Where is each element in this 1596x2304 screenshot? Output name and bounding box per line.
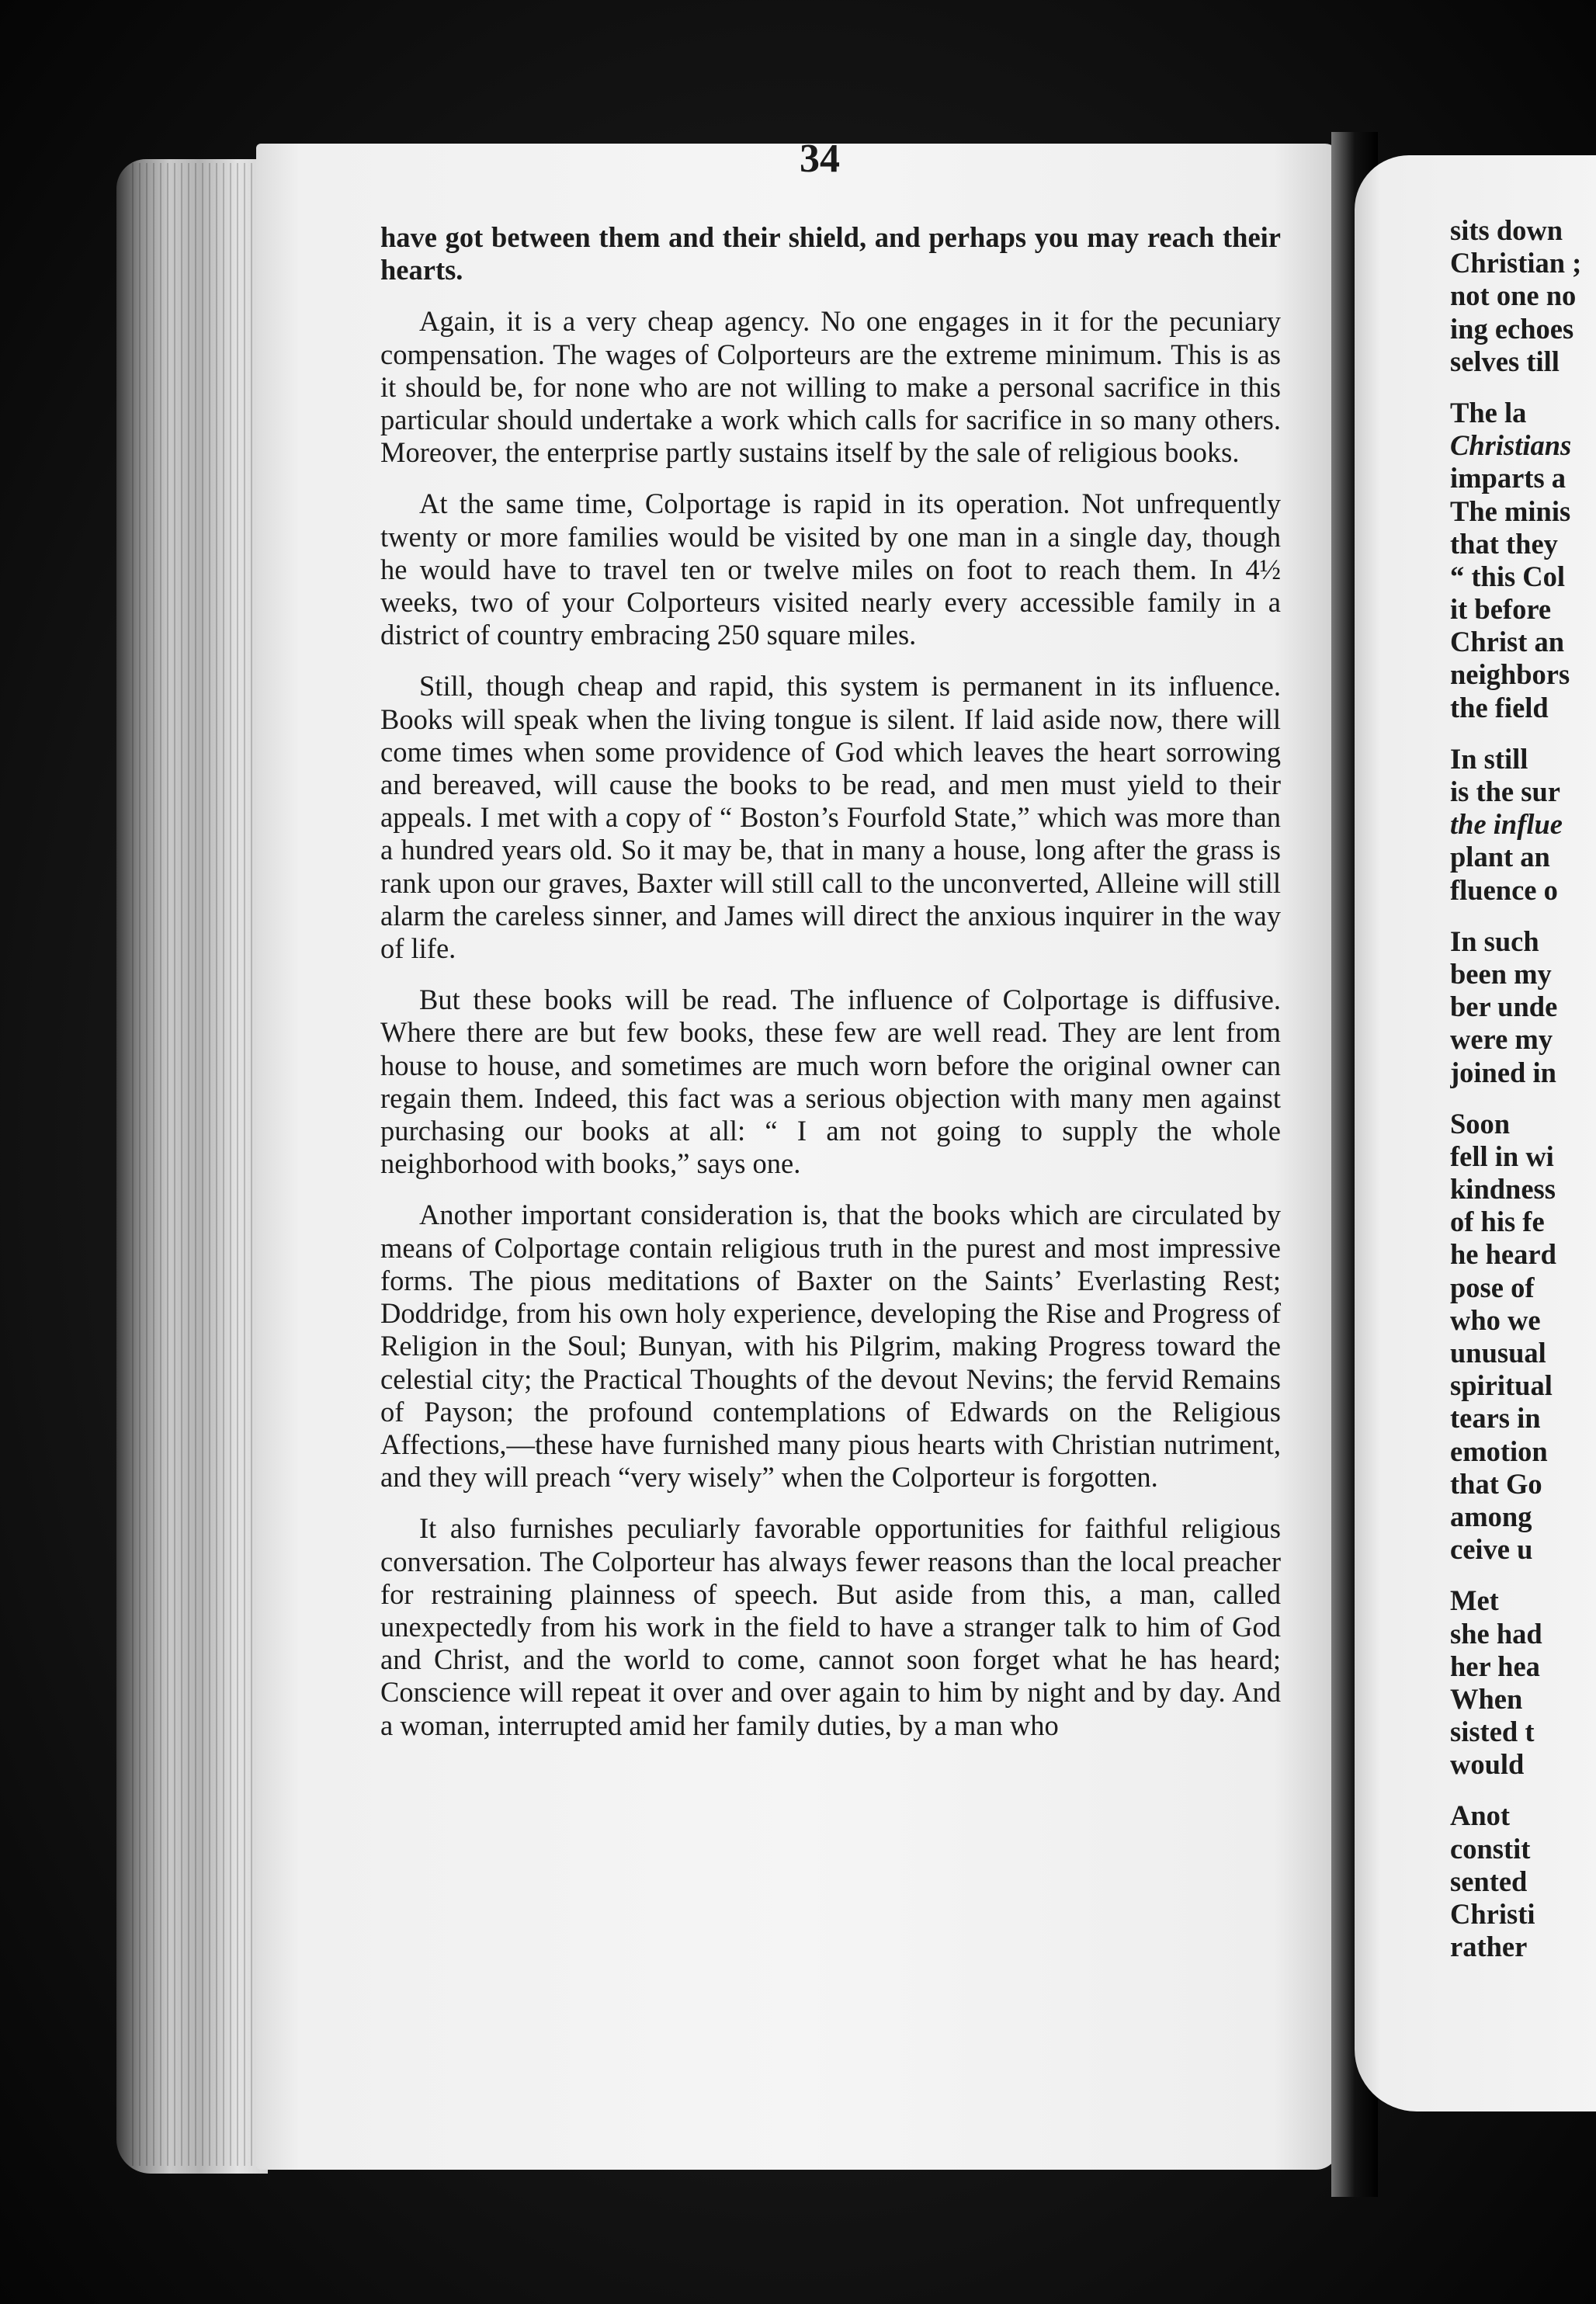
right-line: Soon [1450, 1107, 1511, 1140]
right-block-3 [1450, 743, 1596, 907]
right-line: imparts a [1450, 462, 1567, 494]
right-line: among [1450, 1500, 1532, 1532]
right-line: been my [1450, 957, 1552, 990]
paragraph-2: Again, it is a very cheap agency. No one engages in it for the pecuniary compensation. The wages of Colporteurs are the extreme minimum. This is as it should be, for none who are not willing to make a personal sacrifice in this particular should undertake a work which calls for sacrifice in so many others. Moreover, the enterprise partly sustains itself by the sale of religious books. [380, 305, 1281, 469]
right-line: sisted t [1450, 1716, 1535, 1748]
right-line: The la [1450, 396, 1527, 429]
right-line: selves till [1450, 345, 1560, 377]
paragraph-4: Still, though cheap and rapid, this system is permanent in its influence. Books will speak when the living tongue is silent. If laid aside now, there will come times when some providence of God which leaves the heart sorrowing and bereaved, will cause the books to be read, and men must yield to their appeals. I met with a copy of “ Boston’s Fourfold State,” which was more than a hundred years old. So it may be, that in many a house, long after the grass is rank upon our graves, Baxter will still call to the unconverted, Alleine will still alarm the careless sinner, and James will direct the anxious inquirer in the way of life. [380, 670, 1281, 965]
right-line: ceive u [1450, 1533, 1533, 1566]
right-line: it before [1450, 593, 1552, 626]
right-line: fluence o [1450, 873, 1558, 906]
right-line [1450, 808, 1596, 841]
right-line: emotion [1450, 1435, 1548, 1467]
right-line: she had [1450, 1617, 1542, 1650]
right-line: The minis [1450, 494, 1571, 527]
right-line: the field [1450, 691, 1549, 723]
right-line: constit [1450, 1832, 1531, 1865]
paragraph-1: have got between them and their shield, and perhaps you may reach their hearts. [380, 221, 1281, 286]
right-line: not one no [1450, 279, 1577, 312]
right-line: were my [1450, 1023, 1553, 1056]
right-line: fell in wi [1450, 1140, 1554, 1172]
right-block-1 [1450, 214, 1596, 378]
right-line: her hea [1450, 1650, 1540, 1682]
right-line-italic: Christians [1450, 429, 1572, 462]
left-page-text [380, 221, 1281, 1761]
right-line: pose of [1450, 1271, 1535, 1303]
right-line: is the sur [1450, 776, 1560, 807]
right-line: plant an [1450, 841, 1550, 873]
right-line: sits down [1450, 214, 1563, 246]
right-block-6 [1450, 1584, 1596, 1781]
right-line: of his fe [1450, 1206, 1545, 1238]
right-line: Christian ; [1450, 247, 1582, 279]
right-line: ber unde [1450, 991, 1558, 1023]
paragraph-5: But these books will be read. The influence of Colportage is diffusive. Where there are but few books, these few are well read. They are lent from house to house, and sometimes are much worn before the original owner can regain them. Indeed, this fact was a serious objection with many men against purchasing our books at all: “ I am not going to supply the whole neighborhood with books,” says one. [380, 984, 1281, 1180]
right-line: In still [1450, 742, 1528, 775]
right-page-text [1450, 214, 1596, 1982]
right-line: In such [1450, 925, 1539, 957]
right-line: Christ an [1450, 626, 1565, 658]
page-edge-lines [132, 163, 256, 2166]
right-line: kindness [1450, 1173, 1556, 1206]
right-line: would [1450, 1748, 1525, 1781]
right-block-4 [1450, 925, 1596, 1089]
right-line: “ this Col [1450, 560, 1566, 592]
right-line-italic: the influe [1450, 808, 1563, 841]
right-line: ing echoes [1450, 312, 1574, 345]
right-line: Anot [1450, 1799, 1511, 1832]
right-line: Met [1450, 1584, 1499, 1617]
right-line: rather [1450, 1931, 1528, 1963]
right-line: sented [1450, 1865, 1528, 1897]
right-line: When [1450, 1682, 1523, 1715]
right-line [1450, 429, 1596, 462]
right-block-5 [1450, 1108, 1596, 1567]
right-line: Christi [1450, 1898, 1535, 1930]
page-number: 34 [800, 137, 840, 181]
right-line: that they [1450, 527, 1558, 560]
right-line: neighbors [1450, 658, 1570, 691]
paragraph-6: Another important consideration is, that the books which are circulated by means of Colportage contain religious truth in the purest and most impressive forms. The pious meditations of Baxter on the Saints’ Everlasting Rest; Doddridge, from his own holy experience, developing the Rise and Progress of Religion in the Soul; Bunyan, with his Pilgrim, making Progress toward the celestial city; the Practical Thoughts of the devout Nevins; the fervid Remains of Payson; the profound contemplations of Edwards on the Religious Affections,—these have furnished many pious hearts with Christian nutriment, and they will preach “very wisely” when the Colporteur is forgotten. [380, 1199, 1281, 1494]
paragraph-7: It also furnishes peculiarly favorable opportunities for faithful religious conversation. The Colporteur has always fewer reasons than the local preacher for restraining plainness of speech. But aside from this, a man, called unexpectedly from his work in the field to have a stranger talk to him of God and Christ, and the world to come, cannot soon forget what he has heard; Conscience will repeat it over and over again to him by night and by day. And a woman, interrupted amid her family duties, by a man who [380, 1512, 1281, 1741]
paragraph-3: At the same time, Colportage is rapid in its operation. Not unfrequently twenty or more families would be visited by one man in a single day, though he would have to travel ten or twelve miles on foot to reach them. In 4½ weeks, two of your Colporteurs visited nearly every accessible family in a district of country embracing 250 square miles. [380, 488, 1281, 651]
right-line: tears in [1450, 1402, 1541, 1435]
right-line: spiritual [1450, 1369, 1553, 1402]
right-line: he heard [1450, 1238, 1556, 1271]
right-line: that Go [1450, 1467, 1542, 1500]
right-line: joined in [1450, 1056, 1556, 1088]
right-block-7 [1450, 1799, 1596, 1963]
right-line: who we [1450, 1303, 1541, 1336]
right-block-2 [1450, 397, 1596, 724]
right-line: unusual [1450, 1337, 1546, 1369]
